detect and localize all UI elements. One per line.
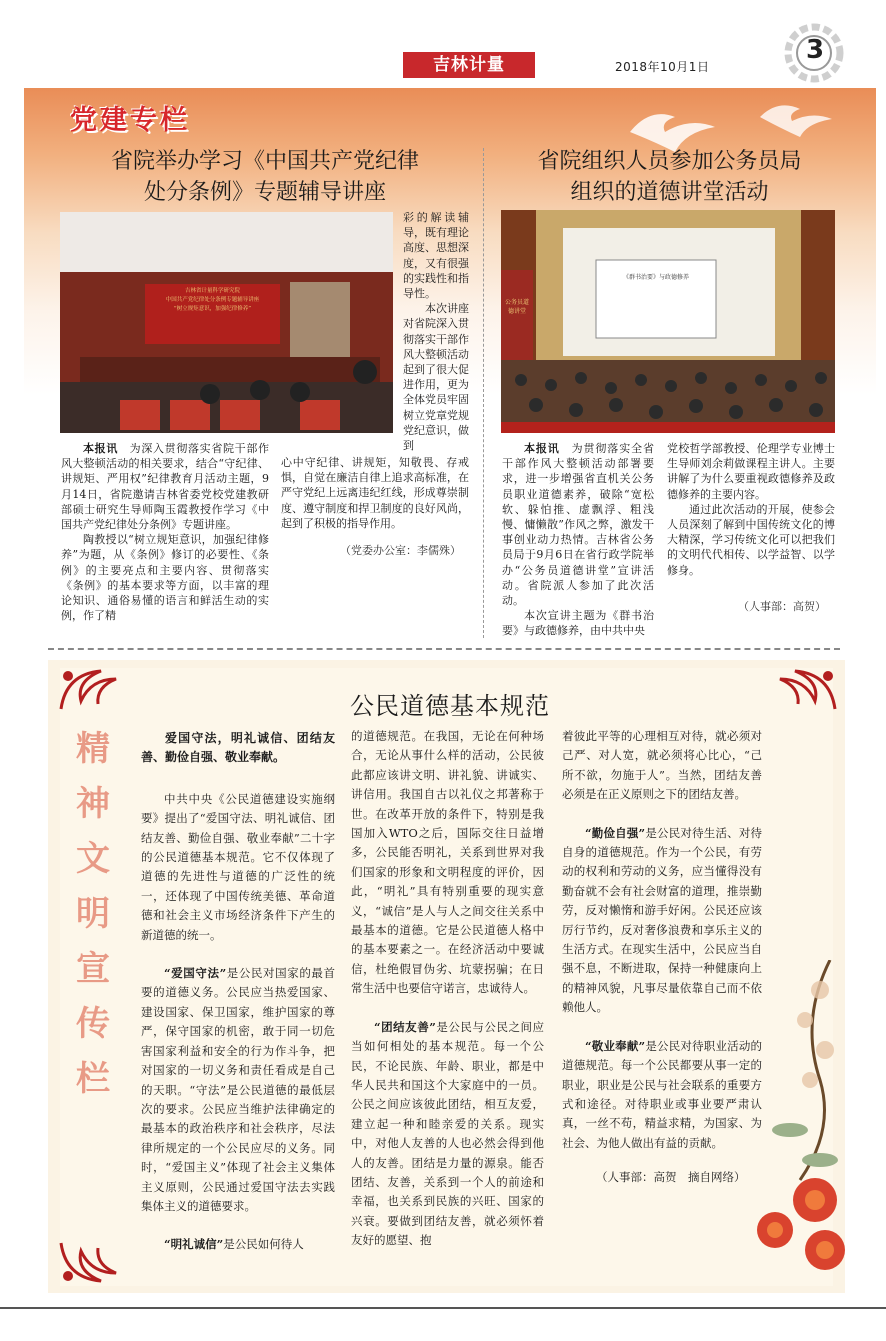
feature-side-title [70, 722, 116, 1107]
article1-side-text2: 本次讲座对省院深入贯彻落实干部作风大整顿活动起到了很大促进作用，更为全体党员牢固树立党章党规党纪意识，做到 [403, 302, 469, 453]
corner-ornament-top-left [56, 664, 146, 714]
feature-col3-p1: 着彼此平等的心理相互对待，就必须对己严、对人宽，就必须将心比心，“己所不欲，勿施于人”。当然，团结友善必须是在正义原则之下的团结友善。 [562, 729, 762, 802]
article2-title [497, 146, 842, 208]
article1-lead-label: 本报讯 [83, 442, 118, 455]
feature-col3-p2: 是公民对待生活、对待自身的道德规范。作为一个公民，有劳动的权利和劳动的义务，应当懂得没有勤奋就不会有社会财富的道理，推崇勤劳，反对懒惰和游手好闲。公民还应该厉行节约，反对奢侈浪费和享乐主义的生活方式。在现实生活中，公民应当自强不息，不断进取，保持一种健康向上的精神风貌，凡事尽量依靠自己而不依赖他人。 [562, 825, 762, 1015]
column-divider [483, 148, 484, 638]
side-title-char: 神 [76, 784, 110, 824]
photo-side-banner: 公务员道德讲堂 [504, 299, 529, 315]
feature-signature: （人事部：高贺 摘自网络） [596, 1170, 746, 1185]
keyword-diligence: “勤俭自强” [585, 825, 646, 840]
keyword-courtesy: “明礼诚信” [164, 1237, 224, 1252]
feature-col1-p1: 中共中央《公民道德建设实施纲要》提出了“爱国守法、明礼诚信、团结友善、勤俭自强、敬业奉献”二十字的公民道德基本规范。它不仅体现了道德的先进性与道德的广泛性的统一，还体现了中国传统美德、革命道德和社会主义市场经济条件下产生的新道德的统一。 [141, 791, 335, 942]
section-separator [48, 648, 840, 650]
masthead-paper-name: 吉林计量 [403, 52, 535, 78]
side-title-char: 传 [76, 1004, 110, 1044]
feature-col1-p2: 是公民对国家的最首要的道德义务。公民应当热爱国家、建设国家、保卫国家，维护国家的尊严，保守国家的机密，敢于同一切危害国家利益和安全的行为作斗争，把对国家的一切义务和责任看成是自己的天职。“守法”是公民道德的最低层次的要求。公民应当维护法律确定的最基本的政治秩序和社会秩序，尽法律所规定的一个公民应尽的义务。同时，“爱国主义”体现了社会主义集体主义原则，公民通过爱国守法去实践集体主义的道德要求。 [141, 966, 336, 1213]
article1-body [61, 441, 269, 623]
corner-ornament-top-right [750, 664, 840, 714]
feature-col2-p2: 是公民与公民之间应当如何相处的基本规范。每一个公民，不论民族、年龄、职业，都是中华人民共和国这个大家庭中的一员。公民之间应该彼此团结，相互友爱，建立起一种和睦亲爱的关系。现实中，对他人友善的人也必然会得到他人的友善。团结是力量的源泉。能否团结、友善，关系到一个人的前途和幸福，也关系到民族的兴旺、国家的兴衰。要做到团结友善，就必须怀着友好的愿望、抱 [351, 1019, 544, 1248]
auditorium-image [501, 210, 835, 433]
corner-ornament-bottom-left [56, 1238, 146, 1288]
photo-banner-line: 中国共产党纪律处分条例专题辅导讲座 [165, 297, 260, 303]
article1-wide-text [281, 455, 469, 531]
article1-signature: （党委办公室：李儒殊） [340, 544, 461, 557]
article1-side-text: 彩的解读辅导，既有理论高度、思想深度，又有很强的实践性和指导性。 [403, 211, 469, 301]
side-title-char: 明 [76, 894, 110, 934]
article2-col2 [667, 441, 835, 578]
feature-intro: 爱国守法，明礼诚信、团结友善、勤俭自强、敬业奉献。 [141, 731, 335, 765]
article1-para1: 为深入贯彻落实省院干部作风大整顿活动的相关要求，结合“守纪律、讲规矩、严用权”纪律教育月活动主题，9月14日，省院邀请吉林省委党校党建教研部硕士研究生导师陶玉霞教授作学习《中国共产党纪律处分条例》专题讲座。 [61, 442, 270, 532]
article2-col2-para1: 党校哲学部教授、伦理学专业博士生导师刘余莉做课程主讲人。主要讲解了为什么要重视政德修养及政德修养的主要内容。 [667, 442, 835, 501]
article2-para2: 本次宣讲主题为《群书治要》与政德修养，由中共中央 [502, 609, 654, 638]
article2-para1: 为贯彻落实全省干部作风大整顿活动部署要求，进一步增强省直机关公务员职业道德素养，破除“宽松软、躲怕推、虚飘浮、粗浅慢、慵懒散”作风之弊，激发干事创业动力热情。吉林省公务员局于9月6日在省行政学院举办“公务员道德讲堂”宣讲活动。省院派人参加了此次活动。 [502, 442, 655, 608]
lecture-room-image [60, 212, 393, 433]
side-title-char: 栏 [76, 1059, 110, 1099]
keyword-patriotic: “爱国守法” [164, 966, 227, 981]
side-title-char: 文 [76, 839, 110, 879]
article1-side-column [403, 210, 469, 453]
feature-column-3 [562, 727, 762, 1188]
keyword-dedication: “敬业奉献” [585, 1038, 646, 1053]
feature-col1-p3: 是公民如何待人 [223, 1237, 304, 1252]
feature-column-1 [141, 729, 335, 1274]
article2-signature: （人事部：高贺） [738, 600, 826, 613]
article2-col1 [502, 441, 654, 639]
side-title-char: 精 [76, 729, 110, 769]
article2-title-line2: 组织的道德讲堂活动 [570, 180, 769, 205]
feature-title: 公民道德基本规范 [350, 692, 550, 720]
article1-para2: 陶教授以“树立规矩意识，加强纪律修养”为题，从《条例》修订的必要性、《条例》的主要亮点和主要内容、贯彻落实《条例》的基本要求等方面，以丰富的理论知识、通俗易懂的语言和鲜活生动的实例，作了精 [61, 533, 269, 623]
page-number: 3 [805, 35, 825, 65]
article2-photo [501, 210, 835, 433]
photo-banner-line: 吉林省计量科学研究院 [184, 288, 240, 294]
article1-photo [60, 212, 393, 433]
feature-col2-p1: 的道德规范。在我国，无论在何种场合，无论从事什么样的活动，公民彼此都应该讲文明、讲礼貌、讲诚实、讲信用。我国自古以礼仪之邦著称于世。在改革开放的条件下，特别是我国加入WTO之后，国际交往日益增多，公民能否明礼，关系到世界对我们国家的形象和文明程度的评价，因此，“明礼”具有特别重要的现实意义，“诚信”是人与人之间交往关系中最基本的道德。它是公民道德人格中的基本要素之一。在经济活动中要诚信，杜绝假冒伪劣、坑蒙拐骗；在日常生活中也要信守诺言，忠诚待人。 [351, 729, 544, 996]
photo-banner-line: “树立规矩意识，加强纪律修养” [173, 306, 252, 312]
article1-title-line2: 处分条例》专题辅导讲座 [143, 180, 386, 205]
keyword-solidarity: “团结友善” [374, 1019, 436, 1034]
photo-banner-text [150, 287, 275, 314]
feature-col3-p3: 是公民对待职业活动的道德规范。每一个公民都要从事一定的职业，职业是公民与社会联系的重要方式和途径。对待职业或事业要严肃认真，一丝不苟，精益求精，为国家、为社会、为他人做出有益的贡献。 [562, 1038, 762, 1150]
section-tag: 党建专栏 [70, 105, 190, 136]
article2-lead-label: 本报讯 [524, 442, 560, 455]
article1-title-line1: 省院举办学习《中国共产党纪律 [110, 149, 419, 174]
issue-date: 2018年10月1日 [615, 60, 710, 74]
photo-screen-text: 《群书治要》与政德修养 [622, 274, 689, 281]
page-number-badge [782, 18, 852, 88]
side-title-char: 宣 [76, 949, 110, 989]
article1-title [60, 146, 470, 208]
page-bottom-rule [0, 1307, 886, 1309]
article1-conclusion: 心中守纪律、讲规矩，知敬畏、存戒惧，自觉在廉洁自律上追求高标准，在严守党纪上远离违纪红线，形成尊崇制度、遵守制度和捍卫制度的良好风尚，起到了积极的指导作用。 [281, 456, 469, 530]
feature-column-2 [351, 727, 544, 1270]
article2-title-line1: 省院组织人员参加公务员局 [537, 149, 802, 174]
article2-col2-para2: 通过此次活动的开展，使参会人员深刻了解到中国传统文化的博大精深，学习传统文化可以把我们的文明代代相传、以学益智、以学修身。 [667, 502, 835, 577]
